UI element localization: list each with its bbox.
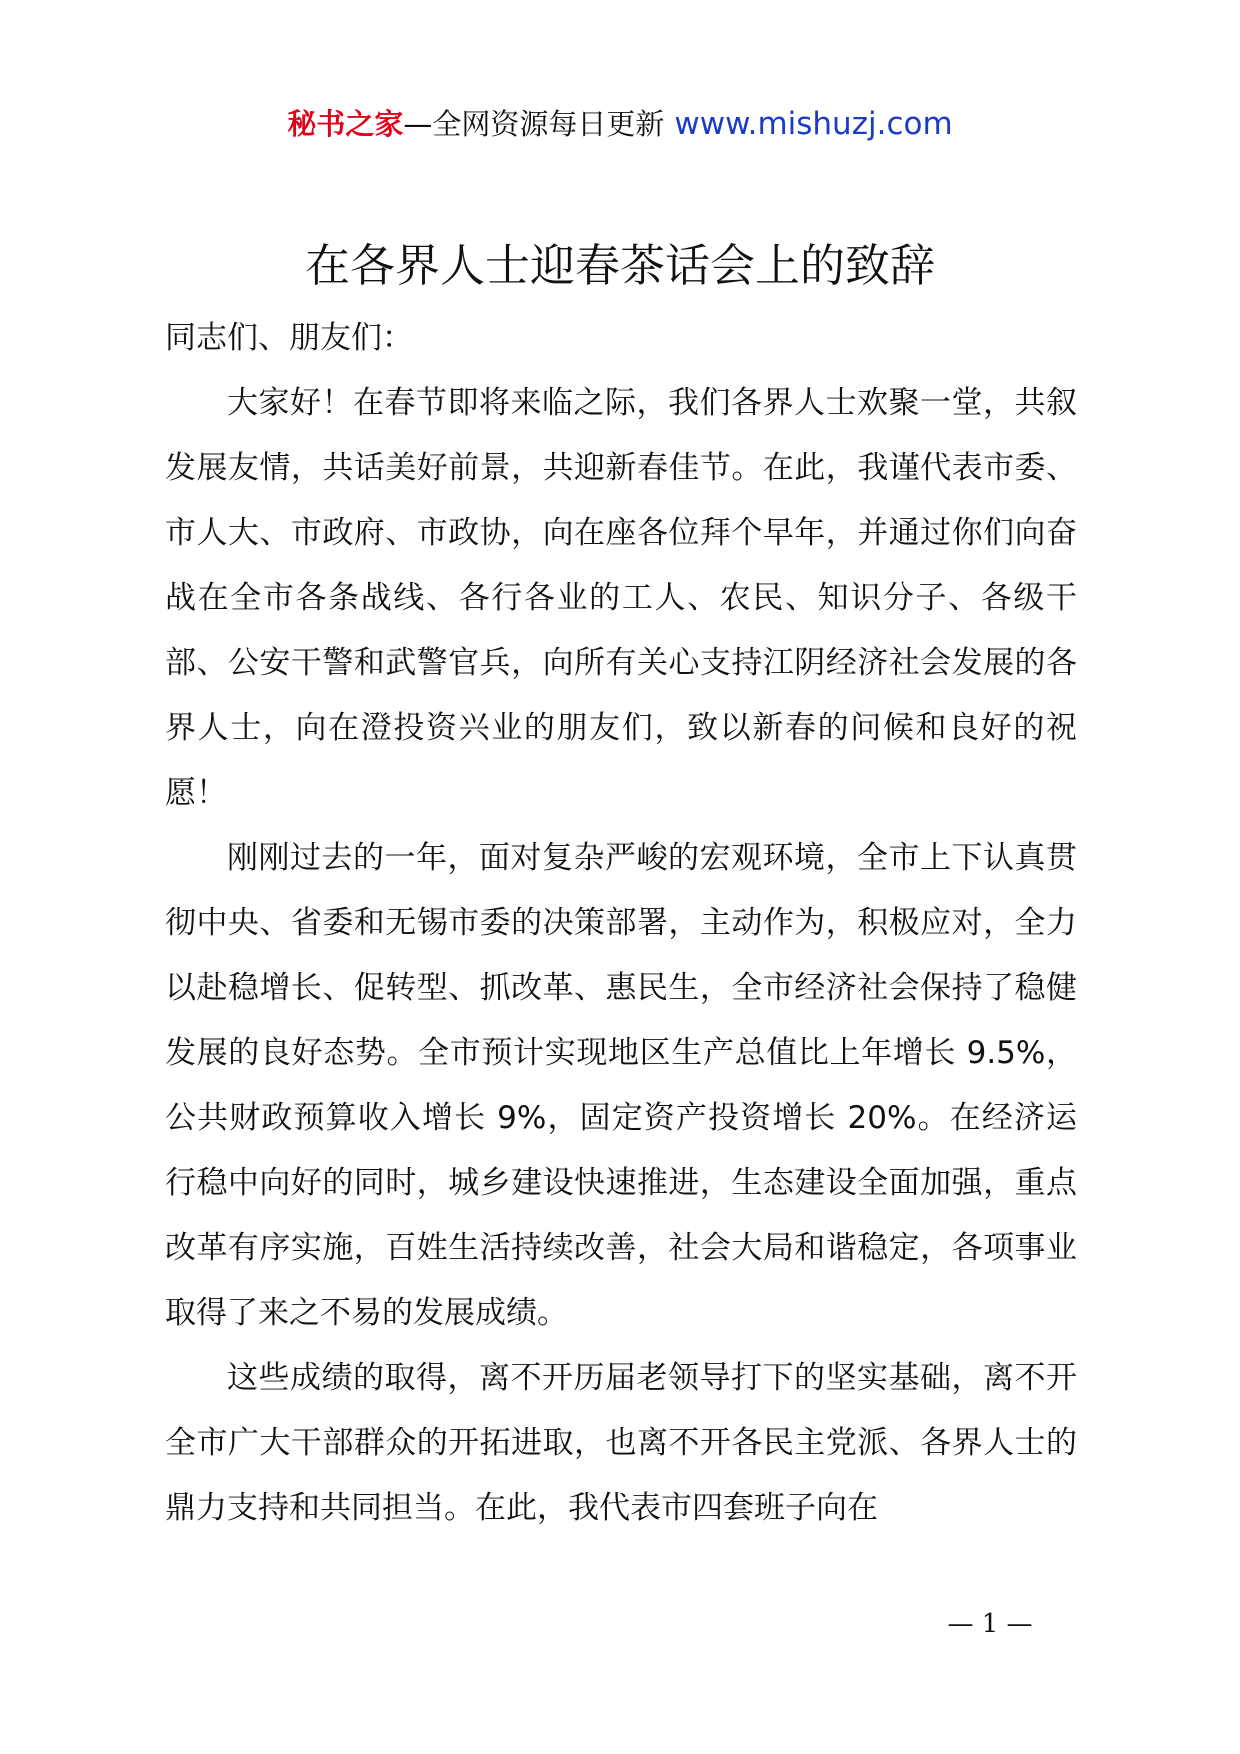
paragraph-2: 刚刚过去的一年，面对复杂严峻的宏观环境，全市上下认真贯彻中央、省委和无锡市委的决策部署，主动作为，积极应对，全力以赴稳增长、促转型、抓改革、惠民生，全市经济社会保持了稳健发展的良好态势。全市预计实现地区生产总值比上年增长 9.5%，公共财政预算收入增长 9%，固定资产投资增长 20%。在经济运行稳中向好的同时，城乡建设快速推进，生态建设全面加强，重点改革有序实施，百姓生活持续改善，社会大局和谐稳定，各项事业取得了来之不易的发展成绩。	[165, 840, 1077, 1331]
document-title: 在各界人士迎春茶话会上的致辞	[304, 239, 935, 292]
site-header	[0, 100, 1240, 148]
document-body	[165, 306, 1077, 1541]
header-dash: —	[403, 107, 433, 141]
paragraph-3: 这些成绩的取得，离不开历届老领导打下的坚实基础，离不开全市广大干部群众的开拓进取，也离不开各民主党派、各界人士的鼎力支持和共同担当。在此，我代表市四套班子向在	[165, 1360, 1077, 1526]
header-tagline: 全网资源每日更新	[432, 107, 665, 141]
salutation: 同志们、朋友们：	[165, 320, 413, 356]
page-number: — 1 —	[947, 1609, 1033, 1639]
paragraph-1: 大家好！在春节即将来临之际，我们各界人士欢聚一堂，共叙发展友情，共话美好前景，共迎新春佳节。在此，我谨代表市委、市人大、市政府、市政协，向在座各位拜个早年，并通过你们向奋战在全市各条战线、各行各业的工人、农民、知识分子、各级干部、公安干警和武警官兵，向所有关心支持江阴经济社会发展的各界人士，向在澄投资兴业的朋友们，致以新春的问候和良好的祝愿！	[165, 385, 1077, 811]
brand-name: 秘书之家	[287, 107, 404, 141]
site-url-link[interactable]: www.mishuzj.com	[674, 106, 953, 142]
